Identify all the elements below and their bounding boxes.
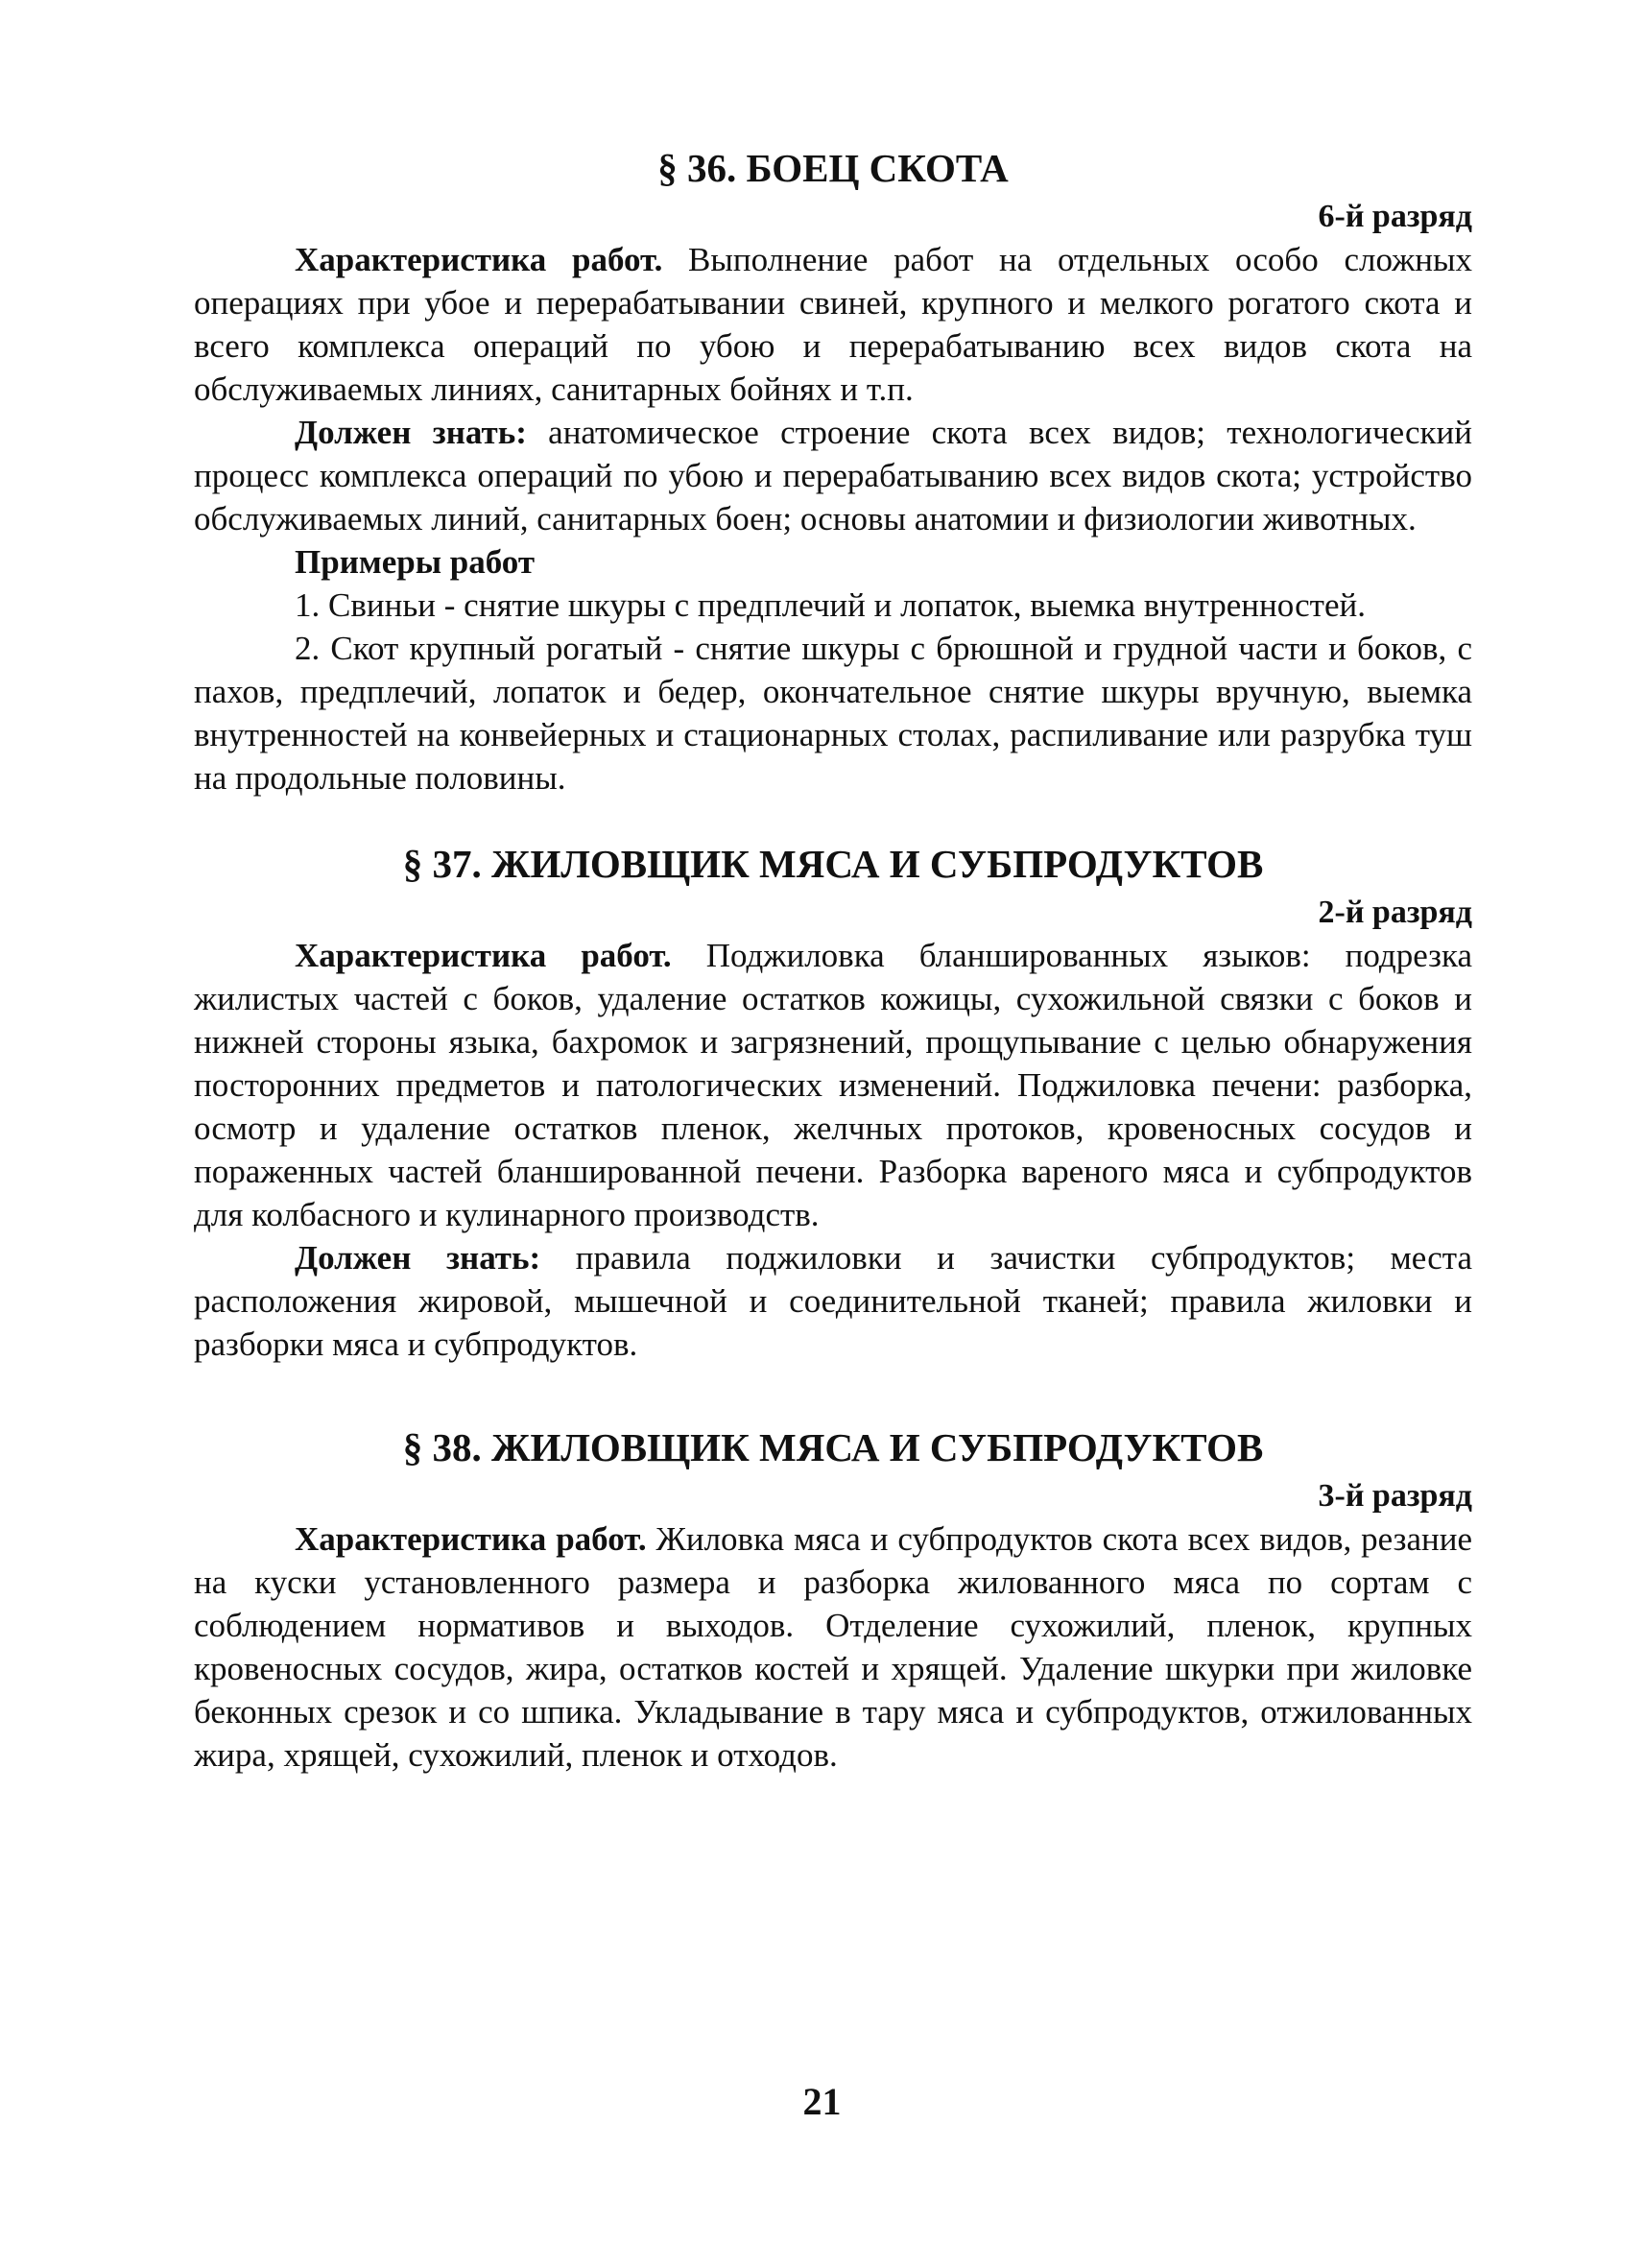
section-38 — [194, 1423, 1472, 1777]
characteristic-text: Поджиловка бланшированных языков: подрезка жилистых частей с боков, удаление остатков кожицы, сухожильной связки с боков и нижней стороны языка, бахромок и загрязнений, прощупывание с целью обнаружения посторонних предметов и патологических изменений. Поджиловка печени: разборка, осмотр и удаление остатков пленок, желчных протоков, кровеносных сосудов и пораженных частей бланшированной печени. Разборка вареного мяса и субпродуктов для колбасного и кулинарного производств. — [194, 937, 1472, 1233]
section-title: § 38. ЖИЛОВЩИК МЯСА И СУБПРОДУКТОВ — [402, 1425, 1264, 1469]
characteristic-label: Характеристика работ. — [295, 1520, 647, 1558]
characteristic-paragraph — [194, 238, 1472, 411]
section-37 — [194, 840, 1472, 1366]
knowledge-paragraph — [194, 1236, 1472, 1366]
characteristic-paragraph — [194, 1517, 1472, 1777]
grade-label: 3-й разряд — [1318, 1478, 1472, 1514]
page-number: 21 — [802, 2080, 842, 2123]
section-36 — [194, 144, 1472, 800]
knowledge-paragraph — [194, 411, 1472, 540]
knowledge-label: Должен знать: — [295, 1239, 541, 1277]
grade-label: 6-й разряд — [1318, 199, 1472, 234]
characteristic-label: Характеристика работ. — [295, 241, 663, 278]
examples-heading: Примеры работ — [295, 543, 536, 581]
grade-label: 2-й разряд — [1318, 895, 1472, 930]
section-title: § 36. БОЕЦ СКОТА — [657, 146, 1009, 190]
section-title: § 37. ЖИЛОВЩИК МЯСА И СУБПРОДУКТОВ — [402, 842, 1264, 886]
characteristic-text: Выполнение работ на отдельных особо сложных операциях при убое и перерабатывании свиней, крупного и мелкого рогатого скота и всего комплекса операций по убою и перерабатыванию всех видов скота на обслуживаемых линиях, санитарных бойнях и т.п. — [194, 241, 1472, 408]
section-spacer — [194, 1366, 1472, 1423]
knowledge-label: Должен знать: — [295, 414, 527, 451]
characteristic-label: Характеристика работ. — [295, 937, 672, 974]
section-spacer — [194, 800, 1472, 840]
characteristic-text: Жиловка мяса и субпродуктов скота всех видов, резание на куски установленного размера и разборка жилованного мяса по сортам с соблюдением нормативов и выходов. Отделение сухожилий, пленок, крупных кровеносных сосудов, жира, остатков костей и хрящей. Удаление шкурки при жиловке беконных срезок и со шпика. Укладывание в тару мяса и субпродуктов, отжилованных жира, хрящей, сухожилий, пленок и отходов. — [194, 1520, 1472, 1774]
characteristic-paragraph — [194, 934, 1472, 1236]
knowledge-text: анатомическое строение скота всех видов; технологический процесс комплекса операций по убою и перерабатыванию всех видов скота; устройство обслуживаемых линий, санитарных боен; основы анатомии и физиологии животных. — [194, 414, 1472, 537]
example-item: 2. Скот крупный рогатый - снятие шкуры с брюшной и грудной части и боков, с пахов, предплечий, лопаток и бедер, окончательное снятие шкуры вручную, выемка внутренностей на конвейерных и стационарных столах, распиливание или разрубка туш на продольные половины. — [194, 630, 1472, 797]
example-item: 1. Свиньи - снятие шкуры с предплечий и лопаток, выемка внутренностей. — [295, 586, 1366, 624]
document-page — [194, 144, 1472, 1777]
knowledge-text: правила поджиловки и зачистки субпродуктов; места расположения жировой, мышечной и соединительной тканей; правила жиловки и разборки мяса и субпродуктов. — [194, 1239, 1473, 1363]
